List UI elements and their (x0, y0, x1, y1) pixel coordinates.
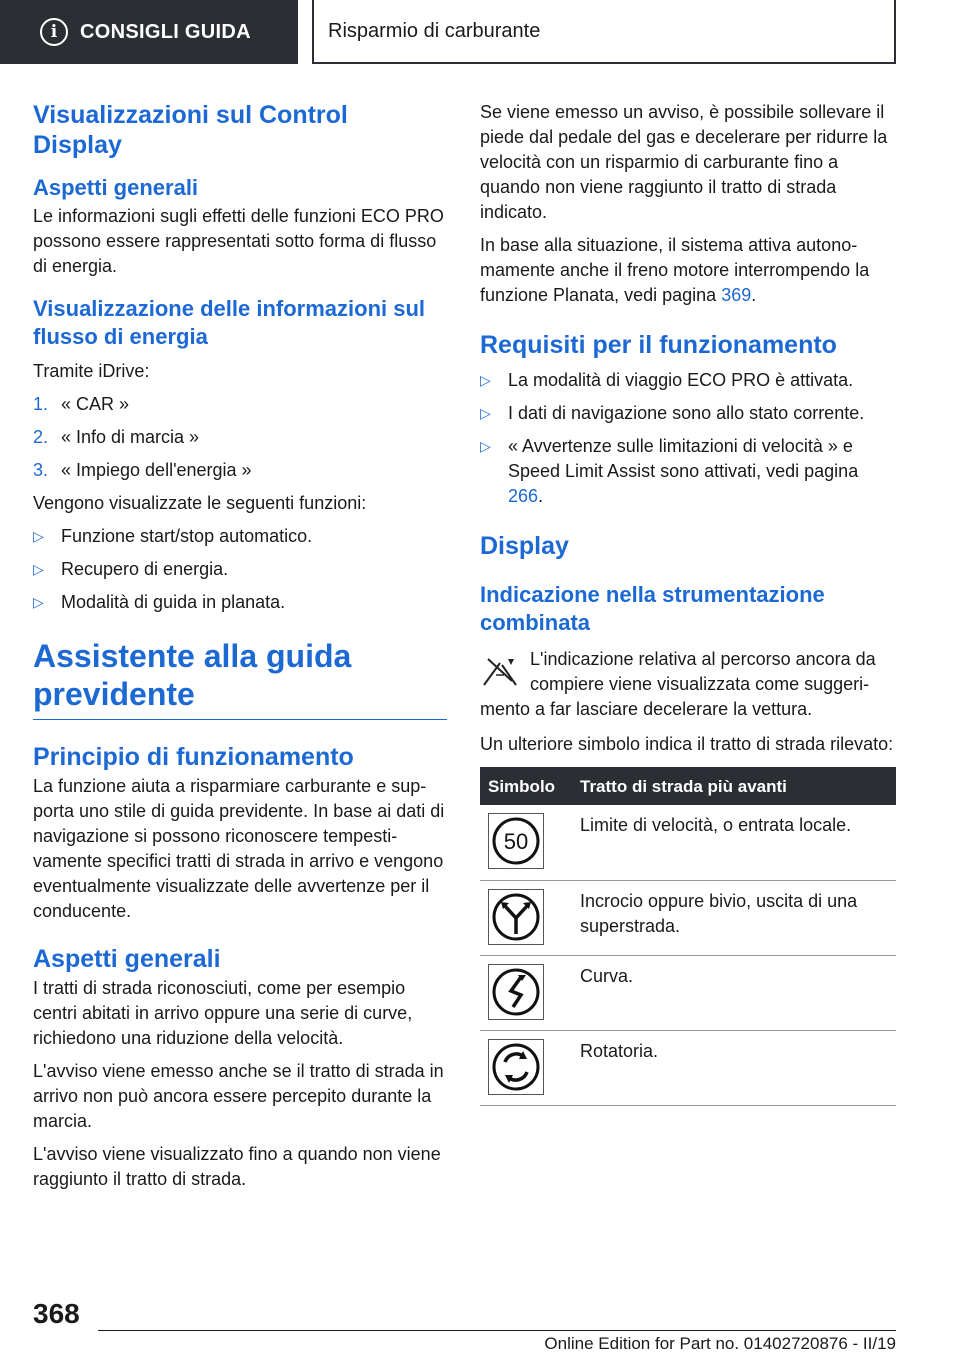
heading-assistant: Assistente alla guida previdente (33, 638, 352, 712)
cluster-note (480, 647, 896, 722)
roundabout-icon (488, 1039, 544, 1095)
col-section-header: Tratto di strada più avanti (572, 767, 896, 805)
functions-list (33, 524, 445, 615)
requirement-3-period: . (538, 486, 544, 506)
page-link-369[interactable]: 369 (721, 285, 752, 305)
paragraph-cluster: L'indicazione relativa al percorso ancora da compiere viene visualizzata come suggerimento a far lasciare decelerare la vettura. (480, 649, 876, 719)
edition-text: Online Edition for Part no. 01402720876 - II/19 (544, 1334, 896, 1353)
requirement-3-text: « Avvertenze sulle limitazioni di velocità » e Speed Limit Assist sono attivati, vedi pagina (508, 436, 859, 481)
paragraph-principle: La funzione aiuta a risparmiare carburante e supporta uno stile di guida previdente. In base ai dati di navigazione si possono riconoscere tempestivamente specifici tratti di strada in arrivo e vengono eventualmente visualizzate delle avvertenze per il conducente. (33, 776, 445, 921)
heading-general-1: Aspetti generali (33, 175, 199, 200)
section-cell: Rotatoria. (572, 1030, 896, 1105)
bullet-triangle-icon: ▷ (33, 594, 44, 610)
requirement-text (508, 434, 896, 509)
left-column (33, 100, 445, 1192)
engine-brake-text: In base alla situazione, il sistema attiva autonomamente anche il freno motore interrompendo la funzione Planata, vedi pagina (480, 235, 870, 305)
heading-principle: Principio di funzionamento (33, 743, 354, 771)
col-symbol-header: Simbolo (480, 767, 572, 805)
bullet-triangle-icon: ▷ (33, 561, 44, 577)
speed-value: 50 (503, 829, 529, 854)
table-header-row (480, 767, 896, 805)
footer-divider (98, 1330, 896, 1331)
paragraph-warning: Se viene emesso un avviso, è possibile sollevare il piede dal pedale del gas e decelerare per ridurre la velocità con un risparmio di carburante fino a quando non viene raggiunto il tratto di strada indicato. (480, 102, 888, 222)
paragraph-general-1: Le informazioni sugli effetti delle funzioni ECO PRO possono essere rappresentati sotto forma di flusso di energia. (33, 206, 444, 276)
step-text: « Impiego dell'energia » (61, 460, 252, 480)
function-text: Recupero di energia. (61, 559, 229, 579)
list-item (480, 434, 896, 509)
bullet-triangle-icon: ▷ (480, 372, 491, 388)
step-number: 2. (33, 427, 49, 447)
symbol-cell (480, 955, 572, 1030)
symbol-table (480, 767, 896, 1106)
section-cell: Curva. (572, 955, 896, 1030)
heading-control-display: Visualizzazioni sul Control Display (33, 101, 348, 159)
chapter-title: Risparmio di carburante (328, 19, 541, 42)
step-number: 1. (33, 394, 49, 414)
intersection-icon (488, 889, 544, 945)
section-cell: Limite di velocità, o entrata locale. (572, 805, 896, 880)
list-item (33, 425, 445, 450)
list-item (480, 368, 896, 393)
requirement-text: I dati di navigazione sono allo stato corrente. (508, 403, 865, 423)
bullet-triangle-icon: ▷ (480, 438, 491, 454)
function-text: Funzione start/stop automatico. (61, 526, 313, 546)
heading-general-2: Aspetti generali (33, 945, 221, 973)
list-item (33, 458, 445, 483)
curve-icon (488, 964, 544, 1020)
paragraph-functions: Vengono visualizzate le seguenti funzioni: (33, 493, 367, 513)
step-text: « Info di marcia » (61, 427, 200, 447)
table-row (480, 955, 896, 1030)
step-text: « CAR » (61, 394, 130, 414)
steps-list (33, 392, 445, 483)
table-row (480, 880, 896, 955)
right-column (480, 100, 896, 1106)
bullet-triangle-icon: ▷ (33, 528, 44, 544)
table-row (480, 1030, 896, 1105)
requirements-list (480, 368, 896, 509)
info-icon: i (40, 18, 68, 46)
heading-display: Display (480, 532, 569, 560)
coasting-hint-icon (480, 651, 520, 691)
bullet-triangle-icon: ▷ (480, 405, 491, 421)
list-item (33, 557, 445, 582)
section-cell: Incrocio oppure bivio, uscita di una superstrada. (572, 880, 896, 955)
speed-limit-50-icon (488, 813, 544, 869)
page-link-266[interactable]: 266 (508, 486, 539, 506)
header-section-tab (0, 0, 298, 64)
list-item (480, 401, 896, 426)
heading-cluster: Indicazione nella strumentazione combinata (480, 582, 825, 635)
requirement-text: La modalità di viaggio ECO PRO è attivata. (508, 370, 854, 390)
symbol-cell (480, 880, 572, 955)
paragraph-engine-brake (480, 233, 896, 308)
table-row (480, 805, 896, 880)
heading-assistant-wrap (33, 637, 447, 720)
chapter-header (312, 0, 896, 64)
paragraph-general-2a: I tratti di strada riconosciuti, come per esempio centri abitati in arrivo oppure una serie di curve, richiedono una riduzione della velocità. (33, 978, 413, 1048)
paragraph-symbol: Un ulteriore simbolo indica il tratto di strada rilevato: (480, 734, 894, 754)
engine-brake-period: . (751, 285, 757, 305)
list-item (33, 392, 445, 417)
step-number: 3. (33, 460, 49, 480)
list-item (33, 524, 445, 549)
list-item (33, 590, 445, 615)
section-label: CONSIGLI GUIDA (80, 20, 251, 43)
symbol-cell (480, 805, 572, 880)
paragraph-general-2b: L'avviso viene emesso anche se il tratto di strada in arrivo non può ancora essere percepito durante la marcia. (33, 1061, 444, 1131)
page-number: 368 (33, 1298, 80, 1329)
function-text: Modalità di guida in planata. (61, 592, 286, 612)
heading-energy-flow: Visualizzazione delle informazioni sul flusso di energia (33, 296, 426, 349)
heading-requirements: Requisiti per il funzionamento (480, 331, 837, 359)
paragraph-idrive: Tramite iDrive: (33, 361, 150, 381)
symbol-cell (480, 1030, 572, 1105)
paragraph-general-2c: L'avviso viene visualizzato fino a quando non viene raggiunto il tratto di strada. (33, 1144, 441, 1189)
